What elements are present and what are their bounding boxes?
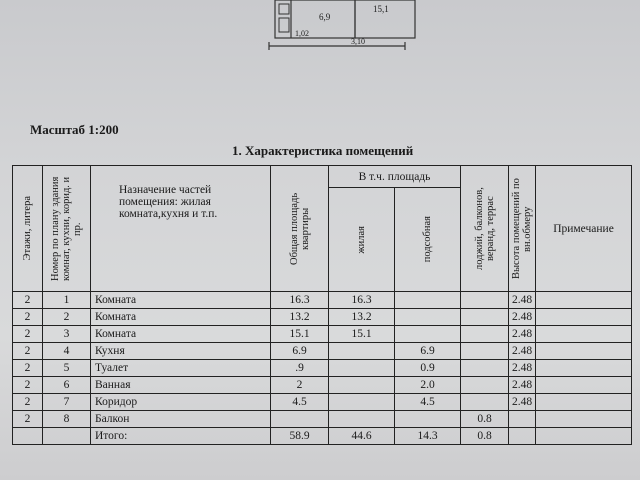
cell-height: 2.48: [509, 343, 536, 360]
table-row: [13, 292, 632, 309]
cell-height: 2.48: [509, 309, 536, 326]
header-loggia: лоджий, балконов, веранд, террас: [461, 166, 509, 292]
cell-height: 2.48: [509, 394, 536, 411]
cell-note: [536, 411, 632, 428]
cell-height: [509, 411, 536, 428]
cell-name: Ванная: [91, 377, 271, 394]
cell-note: [536, 292, 632, 309]
header-auxiliary: подсобная: [395, 188, 461, 292]
cell-number: 6: [43, 377, 91, 394]
cell-note: [536, 394, 632, 411]
header-living: жилая: [329, 188, 395, 292]
cell-auxiliary: [395, 326, 461, 343]
cell-loggia: [461, 360, 509, 377]
total-loggia: 0.8: [461, 428, 509, 445]
cell-note: [536, 377, 632, 394]
cell-name: Комната: [91, 309, 271, 326]
cell-living: [329, 343, 395, 360]
cell-loggia: [461, 394, 509, 411]
cell-auxiliary: 0.9: [395, 360, 461, 377]
plan-label-left: 1,02: [295, 29, 309, 38]
header-incl-area: В т.ч. площадь: [329, 166, 461, 188]
scale-label: Масштаб 1:200: [30, 122, 119, 137]
cell-auxiliary: [395, 292, 461, 309]
cell-auxiliary: 4.5: [395, 394, 461, 411]
cell-loggia: [461, 292, 509, 309]
cell-floor: 2: [13, 377, 43, 394]
cell-height: 2.48: [509, 377, 536, 394]
total-label: Итого:: [91, 428, 271, 445]
cell-auxiliary: [395, 411, 461, 428]
cell-loggia: [461, 377, 509, 394]
header-purpose: Назначение частей помещения: жилая комната,кухня и т.п.: [91, 166, 271, 292]
cell-living: [329, 377, 395, 394]
table-row: [13, 411, 632, 428]
cell-name: Коридор: [91, 394, 271, 411]
cell-floor: 2: [13, 360, 43, 377]
floor-plan-fragment: [255, 0, 425, 52]
section-title: 1. Характеристика помещений: [232, 143, 414, 158]
cell-loggia: 0.8: [461, 411, 509, 428]
cell-floor: 2: [13, 309, 43, 326]
cell-floor: 2: [13, 343, 43, 360]
cell-living: 16.3: [329, 292, 395, 309]
cell-height: 2.48: [509, 292, 536, 309]
cell-floor: 2: [13, 326, 43, 343]
cell-number: 8: [43, 411, 91, 428]
cell-auxiliary: 6.9: [395, 343, 461, 360]
cell-note: [536, 343, 632, 360]
table-row: [13, 377, 632, 394]
cell-number: 5: [43, 360, 91, 377]
cell-number: 4: [43, 343, 91, 360]
cell-auxiliary: 2.0: [395, 377, 461, 394]
total-row: [13, 428, 632, 445]
plan-label-right: 3,10: [351, 37, 365, 46]
table-row: [13, 343, 632, 360]
cell-loggia: [461, 326, 509, 343]
cell-total-area: 13.2: [271, 309, 329, 326]
header-note: Примечание: [536, 166, 632, 292]
cell-auxiliary: [395, 309, 461, 326]
cell-note: [536, 326, 632, 343]
cell-floor: 2: [13, 292, 43, 309]
total-area: 58.9: [271, 428, 329, 445]
table-row: [13, 360, 632, 377]
cell-note: [536, 360, 632, 377]
cell-total-area: .9: [271, 360, 329, 377]
cell-name: Кухня: [91, 343, 271, 360]
cell-total-area: 16.3: [271, 292, 329, 309]
cell-total-area: [271, 411, 329, 428]
header-height: Высота помещений по вн.обмеру: [509, 166, 536, 292]
cell-height: 2.48: [509, 326, 536, 343]
cell-number: 7: [43, 394, 91, 411]
cell-total-area: 15.1: [271, 326, 329, 343]
cell-living: [329, 360, 395, 377]
table-row: [13, 326, 632, 343]
cell-living: 15.1: [329, 326, 395, 343]
cell-name: Комната: [91, 292, 271, 309]
header-total-area: Общая площадь квартиры: [271, 166, 329, 292]
total-living: 44.6: [329, 428, 395, 445]
cell-name: Балкон: [91, 411, 271, 428]
header-number: Номер по плану здания комнат, кухни, корид. и пр.: [43, 166, 91, 292]
cell-living: 13.2: [329, 309, 395, 326]
cell-total-area: 2: [271, 377, 329, 394]
cell-number: 1: [43, 292, 91, 309]
table-row: [13, 309, 632, 326]
cell-loggia: [461, 309, 509, 326]
cell-loggia: [461, 343, 509, 360]
cell-number: 2: [43, 309, 91, 326]
header-floors: Этажи, литера: [13, 166, 43, 292]
cell-total-area: 6.9: [271, 343, 329, 360]
cell-name: Туалет: [91, 360, 271, 377]
plan-label-area: 15,1: [373, 4, 389, 14]
cell-total-area: 4.5: [271, 394, 329, 411]
plan-label-room: 6,9: [319, 12, 331, 22]
cell-floor: 2: [13, 411, 43, 428]
cell-height: 2.48: [509, 360, 536, 377]
cell-number: 3: [43, 326, 91, 343]
cell-floor: 2: [13, 394, 43, 411]
table-row: [13, 394, 632, 411]
cell-note: [536, 309, 632, 326]
total-auxiliary: 14.3: [395, 428, 461, 445]
cell-living: [329, 394, 395, 411]
cell-name: Комната: [91, 326, 271, 343]
rooms-table: [12, 165, 632, 445]
cell-living: [329, 411, 395, 428]
